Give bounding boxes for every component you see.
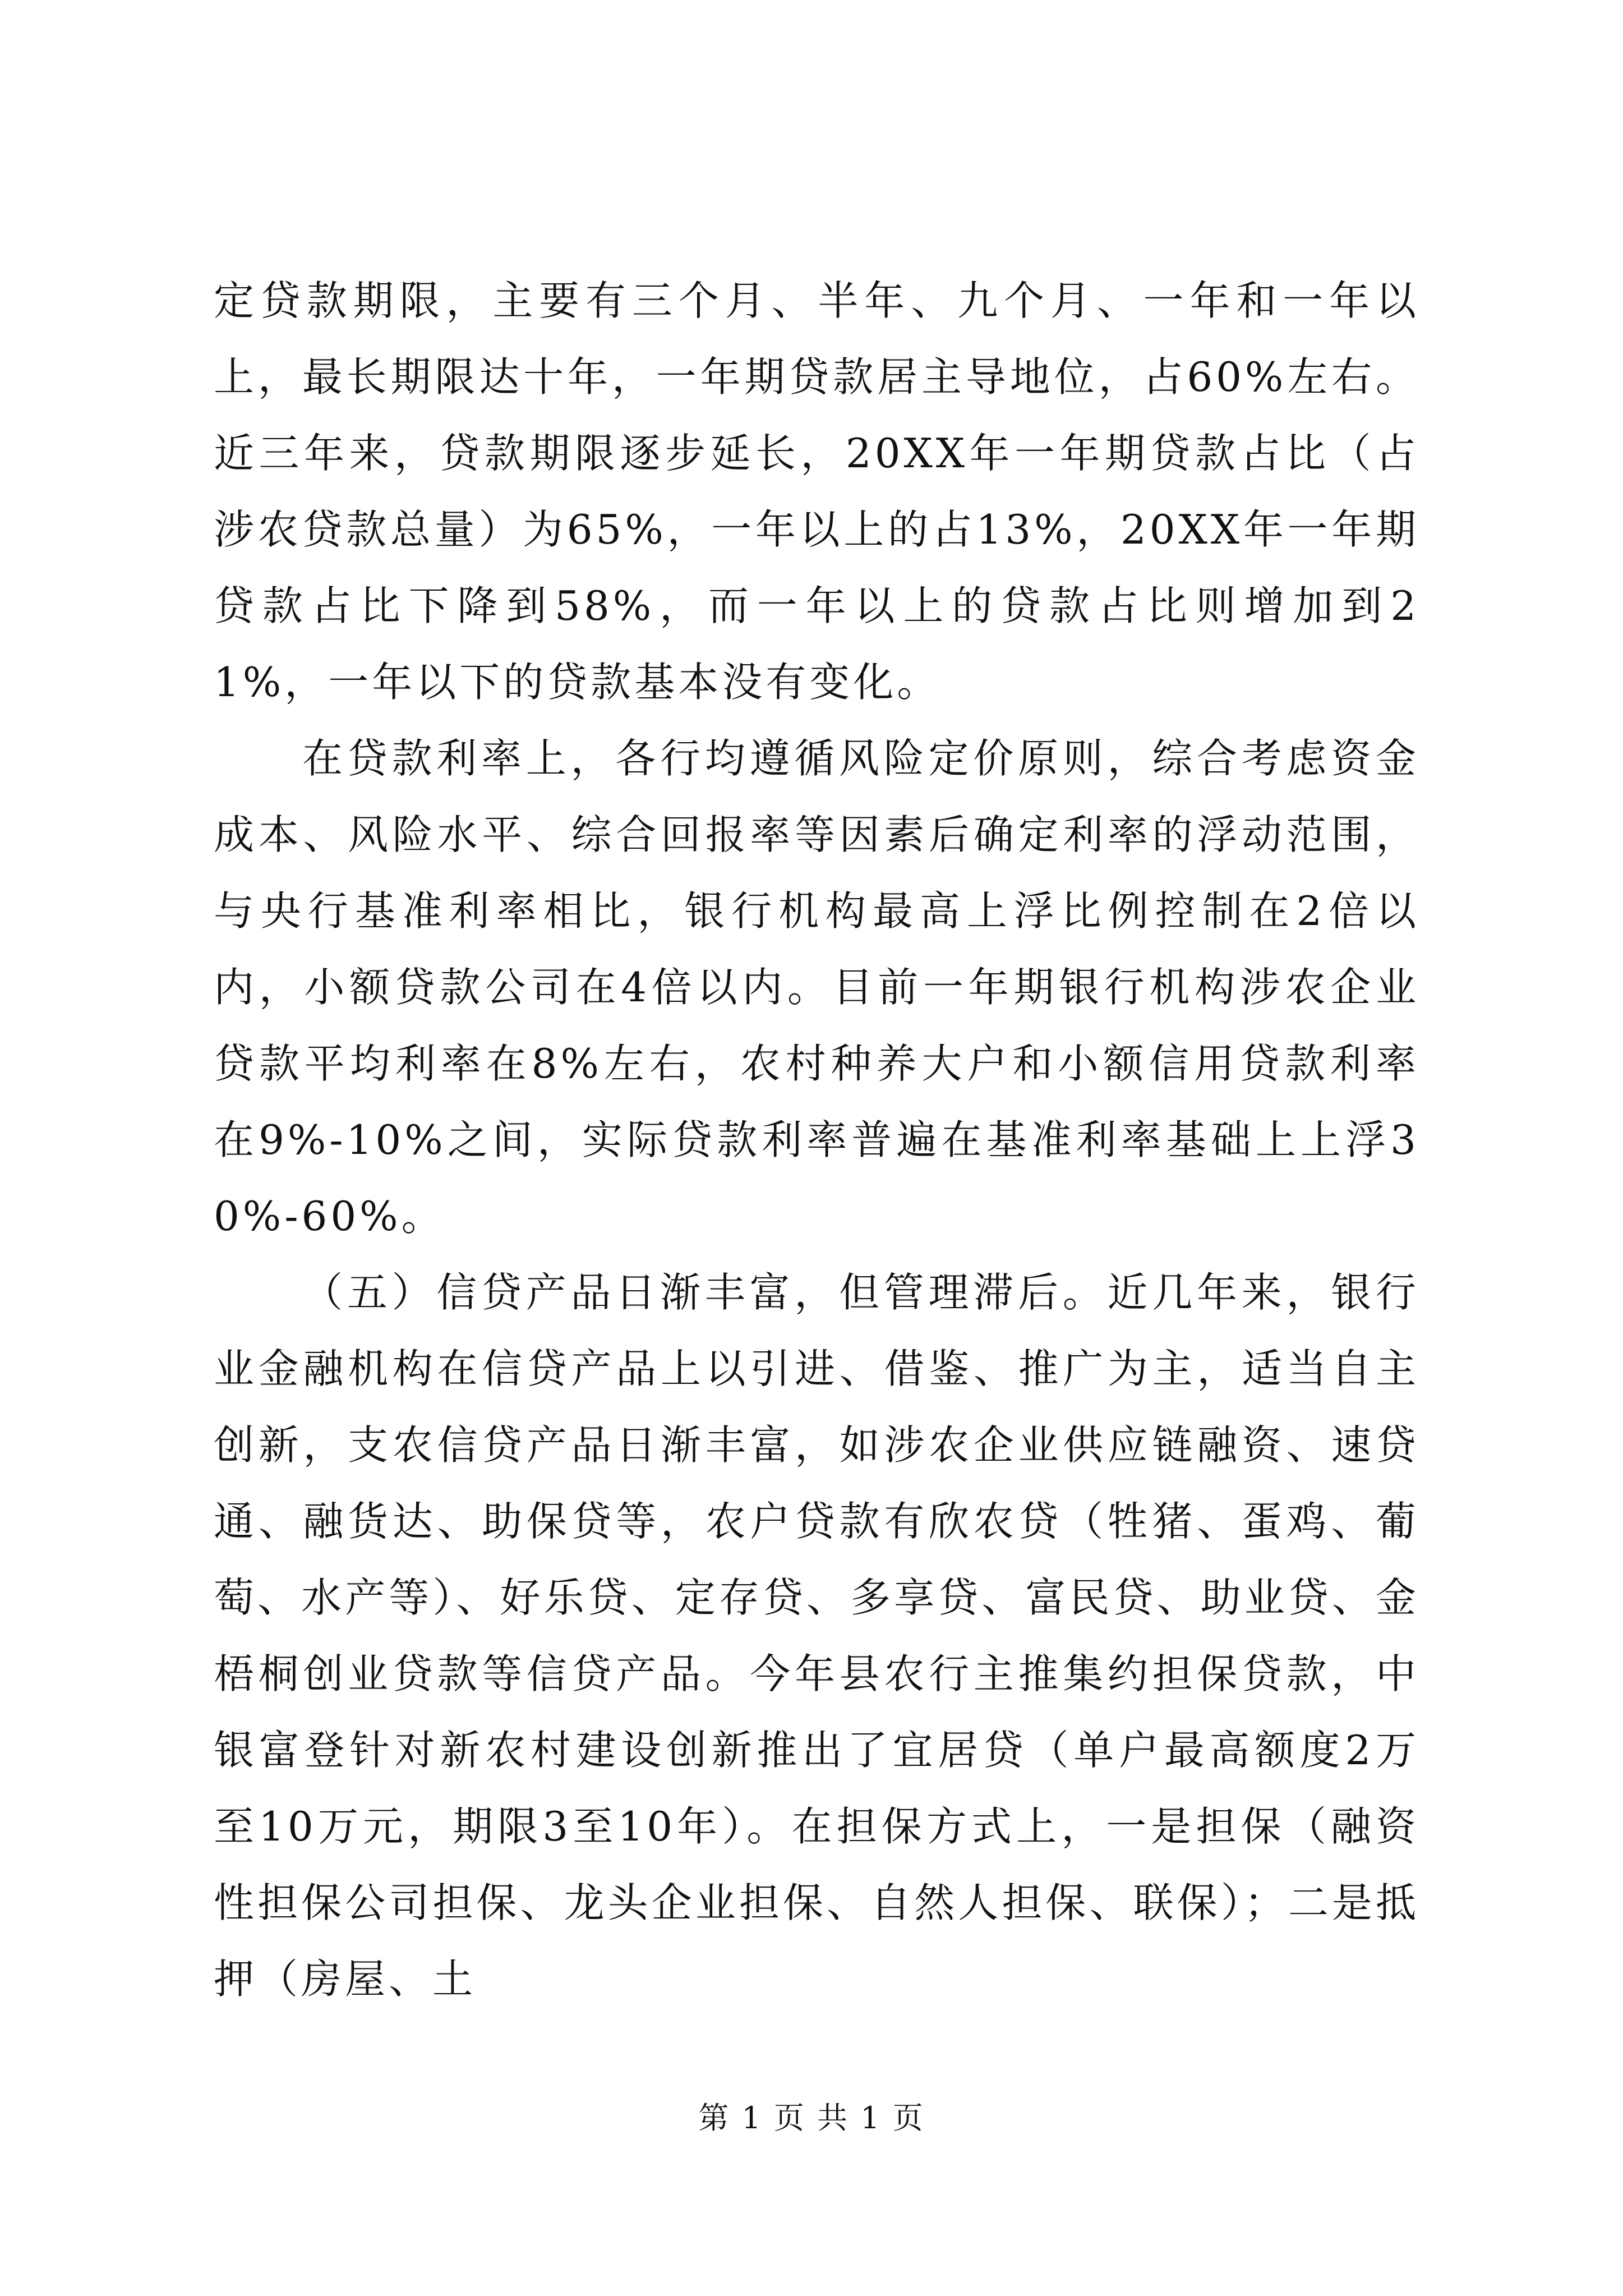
page-footer: 第 1 页 共 1 页	[698, 2100, 925, 2136]
paragraph-loan-term: 定贷款期限，主要有三个月、半年、九个月、一年和一年以上，最长期限达十年，一年期贷款居主导地位，占60%左右。近三年来，贷款期限逐步延长，20XX年一年期贷款占比（占涉农贷款总量）为65%，一年以上的占13%，20XX年一年期贷款占比下降到58%，而一年以上的贷款占比则增加到21%，一年以下的贷款基本没有变化。	[214, 277, 1419, 706]
paragraph-credit-products: （五）信贷产品日渐丰富，但管理滞后。近几年来，银行业金融机构在信贷产品上以引进、借鉴、推广为主，适当自主创新，支农信贷产品日渐丰富，如涉农企业供应链融资、速贷通、融货达、助保贷等，农户贷款有欣农贷（牲猪、蛋鸡、葡萄、水产等）、好乐贷、定存贷、多享贷、富民贷、助业贷、金梧桐创业贷款等信贷产品。今年县农行主推集约担保贷款，中银富登针对新农村建设创新推出了宜居贷（单户最高额度2万至10万元，期限3至10年）。在担保方式上，一是担保（融资性担保公司担保、龙头企业担保、自然人担保、联保）；二是抵押（房屋、土	[214, 1269, 1419, 2003]
body-text	[214, 263, 1419, 2017]
paragraph-interest-rate: 在贷款利率上，各行均遵循风险定价原则，综合考虑资金成本、风险水平、综合回报率等因素后确定利率的浮动范围，与央行基准利率相比，银行机构最高上浮比例控制在2倍以内，小额贷款公司在4倍以内。目前一年期银行机构涉农企业贷款平均利率在8%左右，农村种养大户和小额信用贷款利率在9%-10%之间，实际贷款利率普遍在基准利率基础上上浮30%-60%。	[214, 735, 1419, 1240]
